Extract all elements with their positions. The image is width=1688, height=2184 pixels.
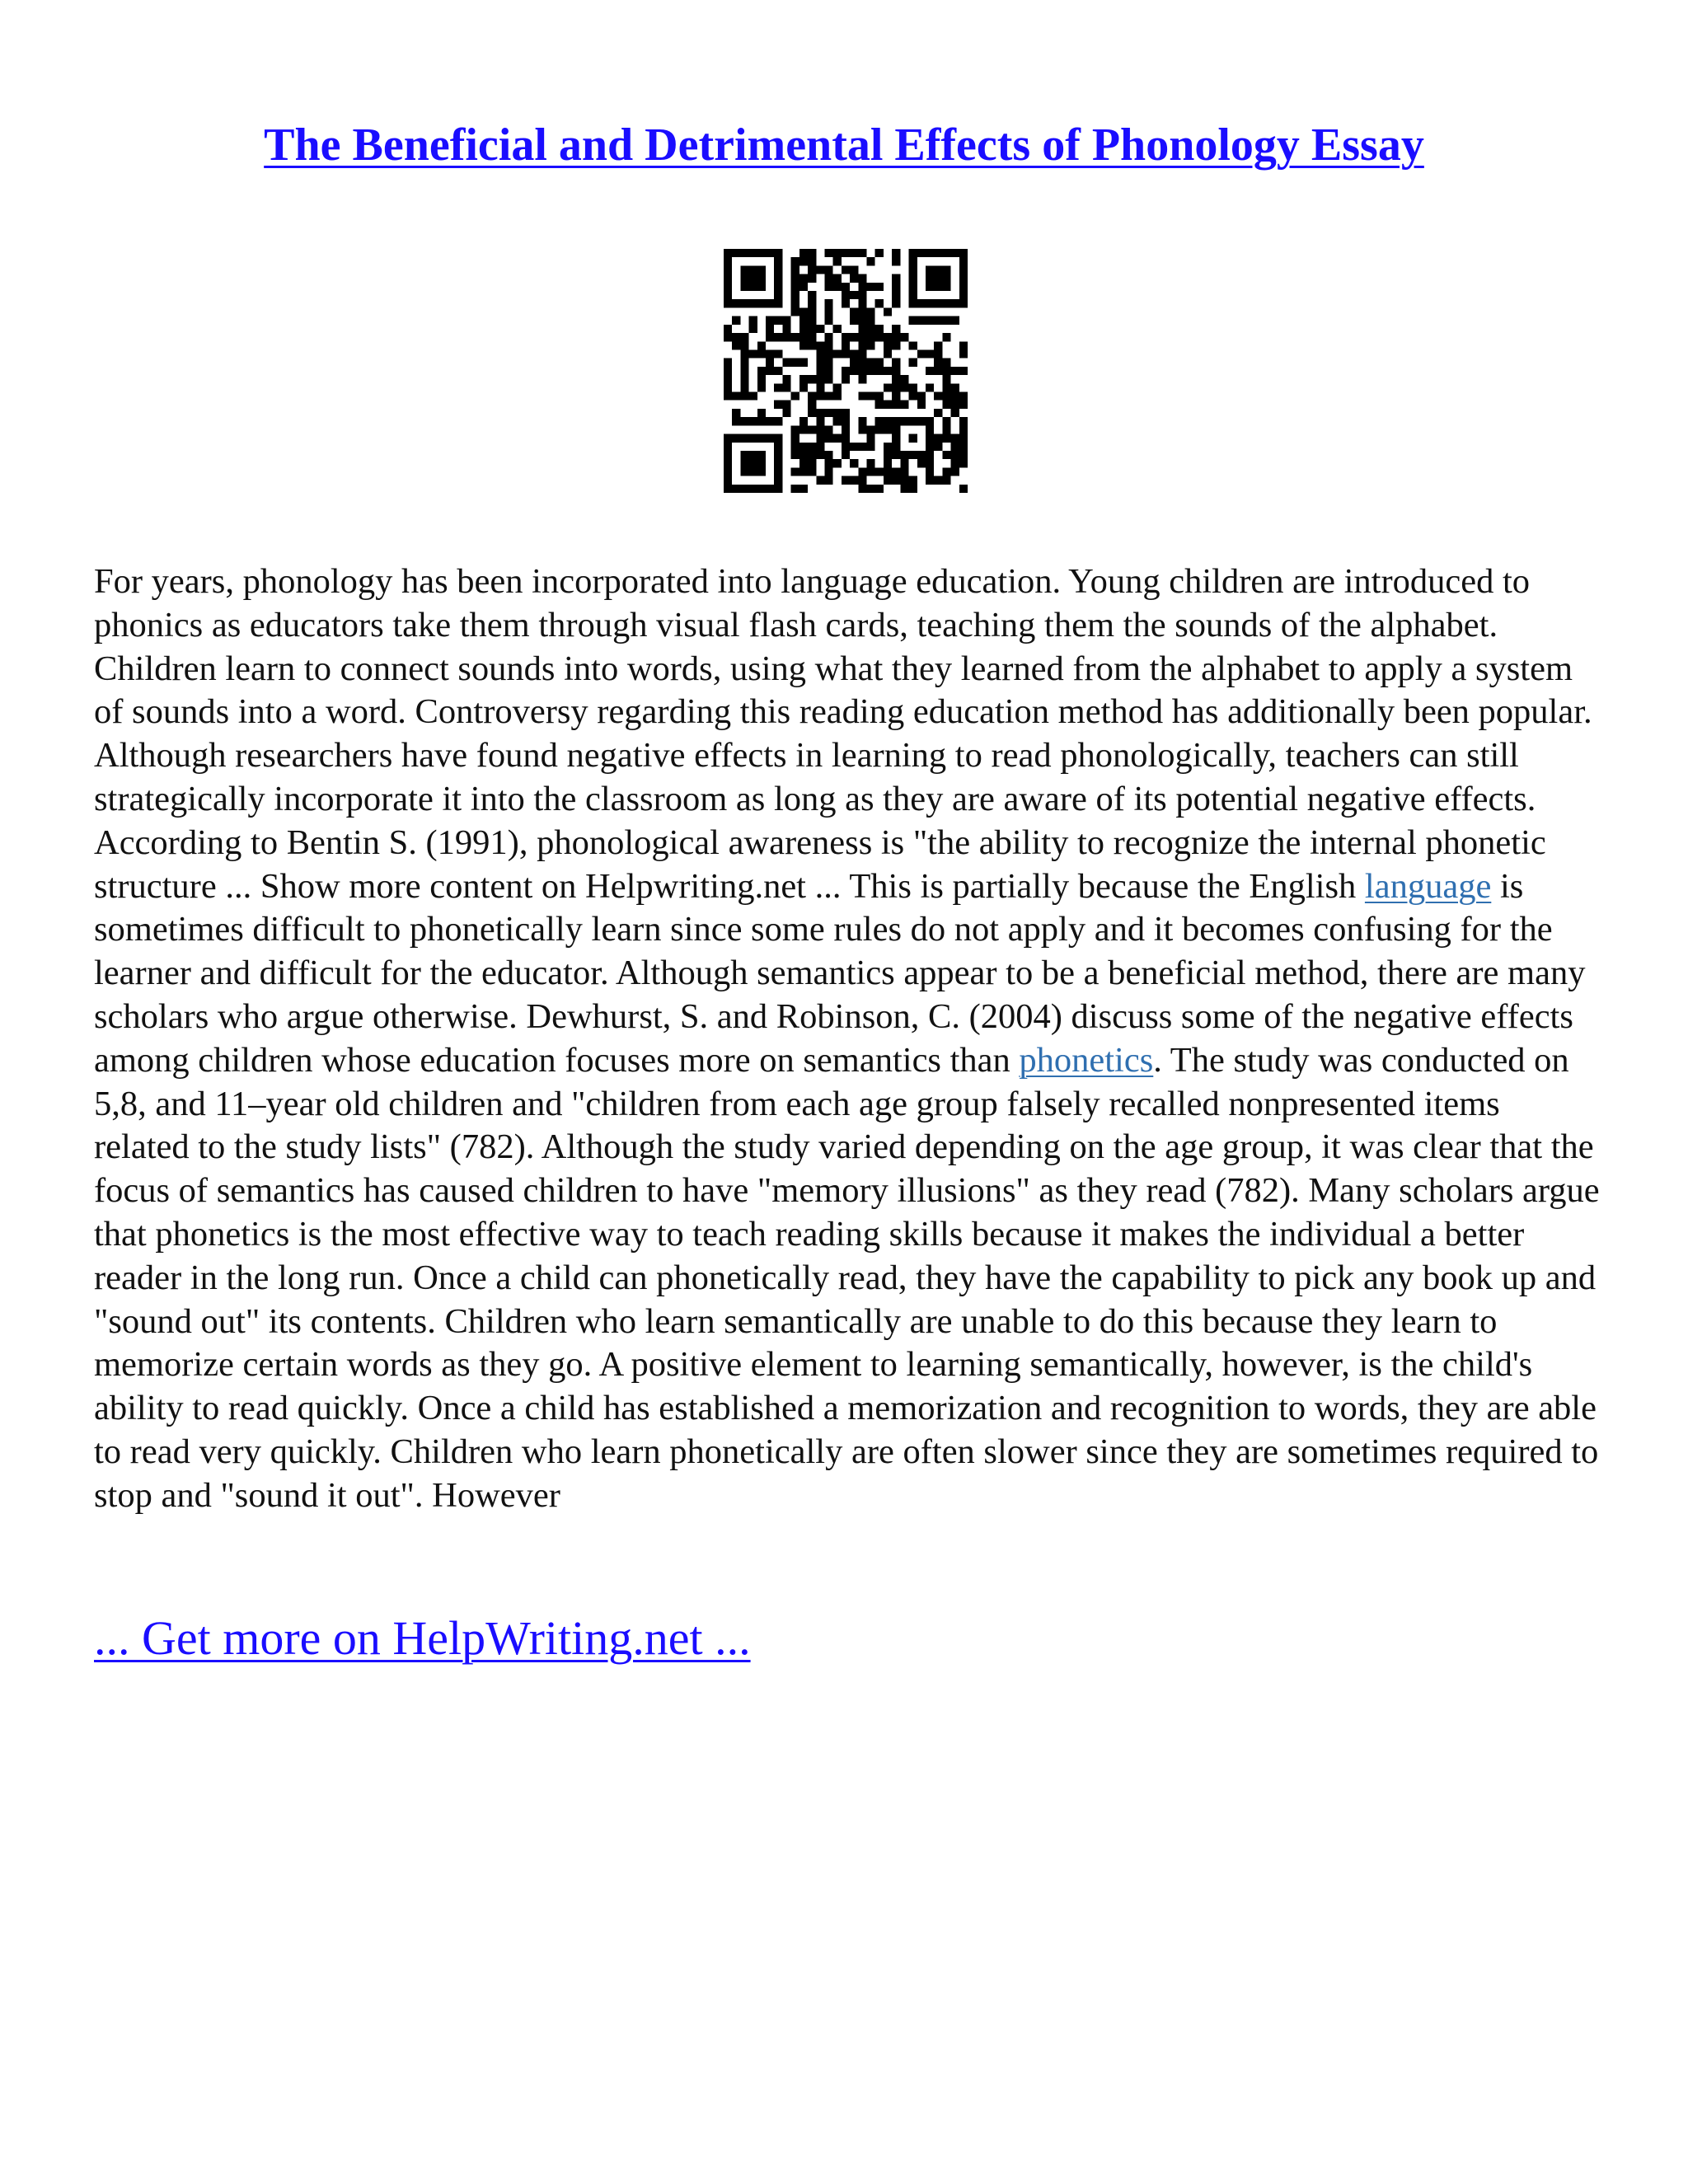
essay-text-part1: For years, phonology has been incorporated into language education. Young children are introduced to phonics as educators take them through visual flash cards, teaching them the sounds of the alphabet. Children learn to connect sounds into words, using what they learned from the alphabet to apply a system of sounds into a word. Controversy regarding this reading education method has additionally been popular. Although researchers have found negative effects in learning to read phonologically, teachers can still strategically incorporate it into the classroom as long as they are aware of its potential negative effects. According to Bentin S. (1991), phonological awareness is "the ability to recognize the internal phonetic structure ... Show more content on Helpwriting.net ... This is partially because the English	[94, 562, 1592, 906]
phonetics-link[interactable]: phonetics	[1019, 1040, 1154, 1080]
essay-text-part2: is sometimes difficult to phonetically learn since some rules do not apply and it becomes confusing for the learner and difficult for the educator. Although semantics appear to be a beneficial method, there are many scholars who argue otherwise. Dewhurst, S. and Robinson, C. (2004) discuss some of the negative effects among children whose education focuses more on semantics than	[94, 866, 1586, 1080]
language-link[interactable]: language	[1364, 866, 1492, 906]
get-more-link[interactable]: ... Get more on HelpWriting.net ...	[94, 1611, 751, 1665]
essay-body	[94, 560, 1602, 1518]
title-link[interactable]: The Beneficial and Detrimental Effects of Phonology Essay	[264, 120, 1424, 171]
page-title	[0, 114, 1688, 176]
qr-code-icon	[724, 249, 968, 493]
essay-text-part3: . The study was conducted on 5,8, and 11–year old children and "children from each age group falsely recalled nonpresented items related to the study lists" (782). Although the study varied depending on the age group, it was clear that the focus of semantics has caused children to have "memory illusions" as they read (782). Many scholars argue that phonetics is the most effective way to teach reading skills because it makes the individual a better reader in the long run. Once a child can phonetically read, they have the capability to pick any book up and "sound out" its contents. Children who learn semantically are unable to do this because they learn to memorize certain words as they go. A positive element to learning semantically, however, is the child's ability to read quickly. Once a child has established a memorization and recognition to words, they are able to read very quickly. Children who learn phonetically are often slower since they are sometimes required to stop and "sound it out". However	[94, 1040, 1600, 1515]
more-link-container	[94, 1607, 751, 1670]
